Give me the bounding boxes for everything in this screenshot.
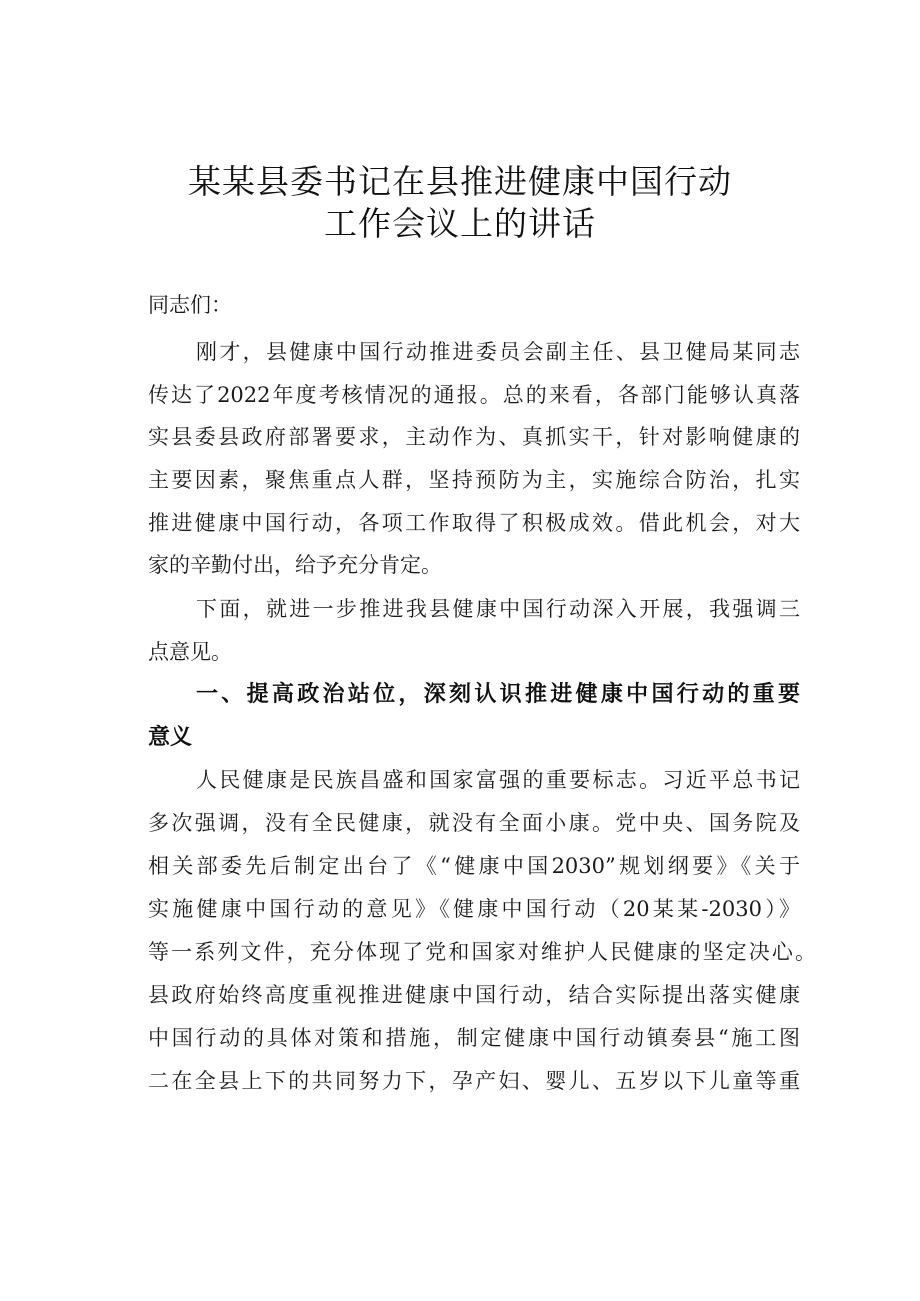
paragraph-line: 中国行动的具体对策和措施，制定健康中国行动镇奏县“施工图 bbox=[148, 1026, 800, 1050]
paragraph-line: 多次强调，没有全民健康，就没有全面小康。党中央、国务院及 bbox=[148, 811, 800, 835]
paragraph-line: 实施健康中国行动的意见》《健康中国行动（20某某-2030）》 bbox=[148, 897, 800, 921]
paragraph-line: 等一系列文件，充分体现了党和国家对维护人民健康的坚定决心。 bbox=[148, 940, 816, 964]
paragraph-line: 传达了2022年度考核情况的通报。总的来看，各部门能够认真落 bbox=[148, 383, 800, 407]
paragraph-line: 县政府始终高度重视推进健康中国行动，结合实际提出落实健康 bbox=[148, 983, 800, 1007]
paragraph-line: 主要因素，聚焦重点人群，坚持预防为主，实施综合防治，扎实 bbox=[148, 468, 800, 492]
paragraph-line: 二在全县上下的共同努力下，孕产妇、婴儿、五岁以下儿童等重 bbox=[148, 1069, 800, 1093]
paragraph-line: 人民健康是民族昌盛和国家富强的重要标志。习近平总书记 bbox=[196, 768, 800, 792]
document-title-line-1: 某某县委书记在县推进健康中国行动 bbox=[188, 162, 732, 201]
paragraph-line: 点意见。 bbox=[148, 640, 232, 664]
paragraph-line: 推进健康中国行动，各项工作取得了积极成效。借此机会，对大 bbox=[148, 511, 800, 535]
section-heading: 意义 bbox=[148, 725, 193, 750]
document-title-line-2: 工作会议上的讲话 bbox=[324, 204, 596, 243]
section-heading: 一、提高政治站位，深刻认识推进健康中国行动的重要 bbox=[196, 682, 800, 707]
paragraph-line: 相关部委先后制定出台了《“健康中国2030”规划纲要》《关于 bbox=[148, 854, 800, 878]
salutation: 同志们： bbox=[148, 293, 232, 317]
paragraph-line: 家的辛勤付出，给予充分肯定。 bbox=[148, 553, 442, 577]
paragraph-line: 实县委县政府部署要求，主动作为、真抓实干，针对影响健康的 bbox=[148, 425, 800, 449]
paragraph-line: 下面，就进一步推进我县健康中国行动深入开展，我强调三 bbox=[196, 597, 800, 621]
paragraph-line: 刚才，县健康中国行动推进委员会副主任、县卫健局某同志 bbox=[196, 340, 800, 364]
